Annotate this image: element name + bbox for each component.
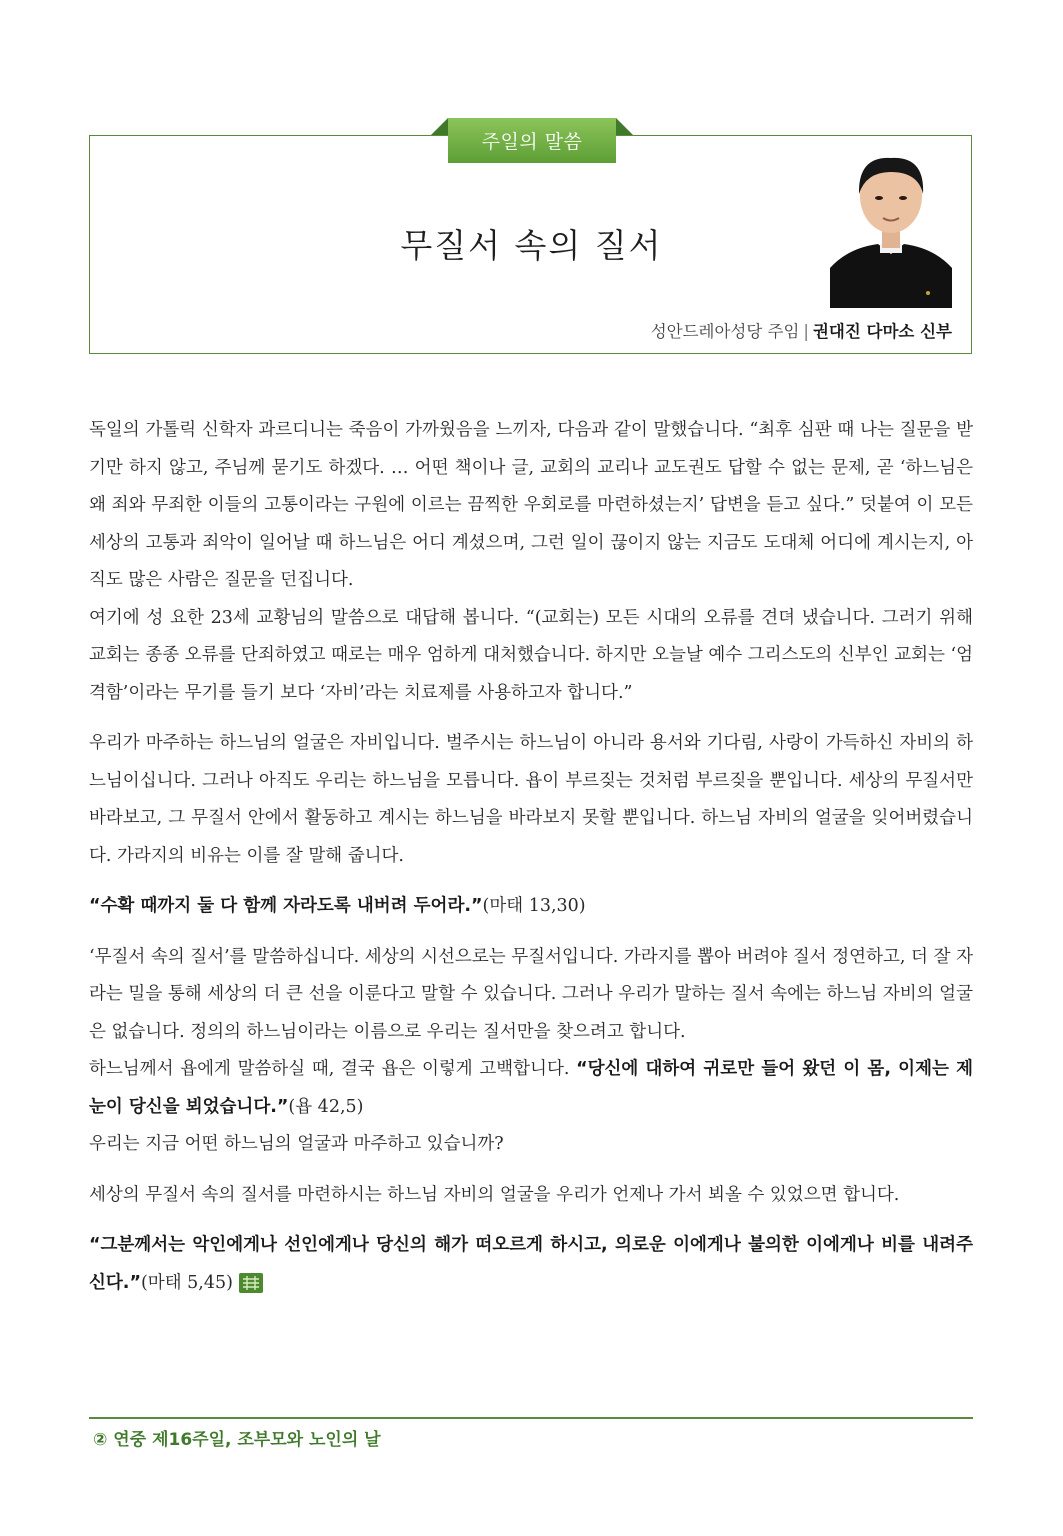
paragraph: 독일의 가톨릭 신학자 과르디니는 죽음이 가까웠음을 느끼자, 다음과 같이 말했습니다. “최후 심판 때 나는 질문을 받기만 하지 않고, 주님께 묻기도 하겠다. … 어떤 책이나 글, 교회의 교리나 교도권도 답할 수 없는 문제, 곧 ‘하느님은 왜 죄와 무죄한 이들의 고통이라는 구원에 이르는 끔찍한 우회로를 마련하셨는지’ 답변을 듣고 싶다.” 덧붙여 이 모든 세상의 고통과 죄악이 일어날 때 하느님은 어디 계셨으며, 그런 일이 끊이지 않는 지금도 도대체 어디에 계시는지, 아직도 많은 사람은 질문을 던집니다.	[89, 420, 973, 590]
author-byline	[651, 318, 952, 342]
byline-separator: |	[803, 322, 809, 341]
paragraph: 세상의 무질서 속의 질서를 마련하시는 하느님 자비의 얼굴을 우리가 언제나 가서 뵈올 수 있었으면 합니다.	[89, 1184, 900, 1205]
tab-right-wing	[616, 118, 633, 135]
quote-text: “당신에 대하여 귀로만 들어 왔던 이 몸, 이제는 제 눈이 당신을 뵈었습니다.”	[89, 1059, 973, 1117]
paragraph: 여기에 성 요한 23세 교황님의 말씀으로 대답해 봅니다. “(교회는) 모든 시대의 오류를 견뎌 냈습니다. 그러기 위해 교회는 종종 오류를 단죄하였고 때로는 매우 엄하게 대처했습니다. 하지만 오늘날 예수 그리스도의 신부인 교회는 ‘엄격함’이라는 무기를 들기 보다 ‘자비’라는 치료제를 사용하고자 합니다.”	[89, 607, 973, 703]
quote-reference: (마태 13,30)	[482, 896, 586, 916]
author-name: 권대진 다마소 신부	[812, 322, 952, 341]
paragraph: 우리는 지금 어떤 하느님의 얼굴과 마주하고 있습니까?	[89, 1134, 504, 1154]
scripture-quote	[89, 1227, 973, 1302]
footer-divider	[89, 1417, 973, 1419]
paragraph-lead: 하느님께서 욥에게 말씀하실 때, 결국 욥은 이렇게 고백합니다.	[89, 1059, 577, 1079]
paragraph: ‘무질서 속의 질서’를 말씀하십니다. 세상의 시선으로는 무질서입니다. 가라지를 뽑아 버려야 질서 정연하고, 더 잘 자라는 밀을 통해 세상의 더 큰 선을 이룬다고 말할 수 있습니다. 그러나 우리가 말하는 질서 속에는 하느님 자비의 얼굴은 없습니다. 정의의 하느님이라는 이름으로 우리는 질서만을 찾으려고 합니다.	[89, 946, 973, 1042]
author-portrait	[830, 150, 952, 308]
article-title: 무질서 속의 질서	[400, 226, 663, 265]
quote-text: “그분께서는 악인에게나 선인에게나 당신의 해가 떠오르게 하시고, 의로운 이에게나 불의한 이에게나 비를 내려주신다.”	[89, 1235, 973, 1293]
scripture-quote	[89, 888, 973, 926]
author-parish: 성안드레아성당 주임	[650, 322, 800, 341]
end-mark-icon	[239, 1273, 263, 1293]
paragraph: 우리가 마주하는 하느님의 얼굴은 자비입니다. 벌주시는 하느님이 아니라 용서와 기다림, 사랑이 가득하신 자비의 하느님이십니다. 그러나 아직도 우리는 하느님을 모릅니다. 욥이 부르짖는 것처럼 부르짖을 뿐입니다. 세상의 무질서만 바라보고, 그 무질서 안에서 활동하고 계시는 하느님을 바라보지 못할 뿐입니다. 하느님 자비의 얼굴을 잊어버렸습니다. 가라지의 비유는 이를 잘 말해 줍니다.	[89, 733, 973, 866]
article-body	[89, 412, 973, 1302]
quote-text: “수확 때까지 둘 다 함께 자라도록 내버려 두어라.”	[89, 896, 483, 916]
paragraph	[89, 1051, 973, 1126]
section-tab-label: 주일의 말씀	[448, 118, 616, 163]
quote-reference: (욥 42,5)	[288, 1096, 364, 1117]
tab-left-wing	[431, 118, 448, 135]
page-footer: ② 연중 제16주일, 조부모와 노인의 날	[93, 1430, 381, 1450]
section-tab	[431, 118, 633, 163]
quote-reference: (마태 5,45)	[140, 1272, 233, 1293]
